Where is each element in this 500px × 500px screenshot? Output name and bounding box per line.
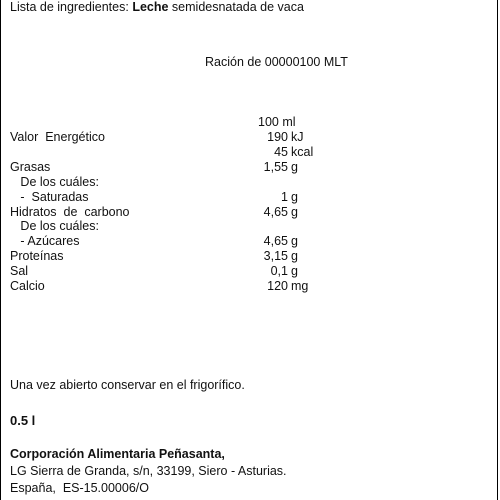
nutrient-label: Sal bbox=[10, 264, 29, 279]
nutrient-value: 4,65 bbox=[263, 234, 288, 249]
nutrient-value: 3,15 bbox=[263, 249, 288, 264]
nutrient-label: - Azúcares bbox=[10, 234, 80, 249]
nutrition-row bbox=[10, 205, 310, 220]
nutrient-value: 1 bbox=[281, 189, 288, 204]
nutrient-label: De los cuáles: bbox=[10, 174, 99, 189]
nutrient-label: Proteínas bbox=[10, 249, 64, 264]
nutrition-row bbox=[10, 234, 310, 249]
company-name: Corporación Alimentaria Peñasanta, bbox=[10, 447, 225, 461]
company-registry: España, ES-15.00006/O bbox=[10, 481, 149, 495]
nutrition-row bbox=[10, 190, 310, 205]
nutrition-row bbox=[10, 160, 310, 175]
nutrient-label: - Saturadas bbox=[10, 189, 89, 204]
nutrient-unit: kJ bbox=[291, 130, 304, 144]
ingredients-label: Lista de ingredientes: bbox=[10, 0, 133, 14]
serving-size: Ración de 00000100 MLT bbox=[205, 55, 348, 69]
nutrient-label: Calcio bbox=[10, 279, 45, 293]
nutrition-row bbox=[10, 144, 314, 160]
ingredients-line bbox=[10, 0, 304, 15]
nutrient-label: Valor Energético bbox=[10, 130, 105, 144]
nutrient-unit: g bbox=[291, 204, 298, 219]
nutrition-row bbox=[10, 249, 310, 264]
company-address: LG Sierra de Granda, s/n, 33199, Siero - Asturias. bbox=[10, 464, 287, 478]
nutrient-label: Grasas bbox=[10, 159, 51, 174]
volume: 0.5 l bbox=[10, 413, 36, 428]
nutrient-unit: g bbox=[291, 264, 298, 279]
nutrition-row bbox=[10, 264, 310, 279]
nutrient-value: 45 bbox=[274, 144, 288, 159]
ingredients-main: Leche bbox=[132, 0, 169, 14]
nutrient-value: 0,1 bbox=[270, 264, 288, 279]
nutrition-column-header: 100 ml bbox=[258, 115, 296, 129]
nutrient-value: 1,55 bbox=[263, 159, 288, 174]
nutrient-unit: kcal bbox=[291, 144, 314, 159]
nutrient-value: 190 bbox=[267, 130, 288, 144]
nutrient-unit: g bbox=[291, 159, 298, 174]
nutrition-row bbox=[10, 175, 310, 190]
nutrient-unit: g bbox=[291, 234, 298, 249]
nutrient-label: Hidratos de carbono bbox=[10, 204, 130, 219]
nutrition-row bbox=[10, 130, 310, 145]
nutrient-unit: g bbox=[291, 189, 298, 204]
nutrient-value: 4,65 bbox=[263, 204, 288, 219]
nutrition-row bbox=[10, 279, 310, 294]
ingredients-rest: semidesnatada de vaca bbox=[168, 0, 304, 14]
nutrient-label: De los cuáles: bbox=[10, 219, 99, 234]
nutrient-unit: g bbox=[291, 249, 298, 264]
storage-note: Una vez abierto conservar en el frigorífico. bbox=[10, 378, 245, 392]
nutrition-row bbox=[10, 219, 310, 234]
nutrient-unit: mg bbox=[291, 279, 309, 293]
nutrient-value: 120 bbox=[267, 279, 288, 293]
